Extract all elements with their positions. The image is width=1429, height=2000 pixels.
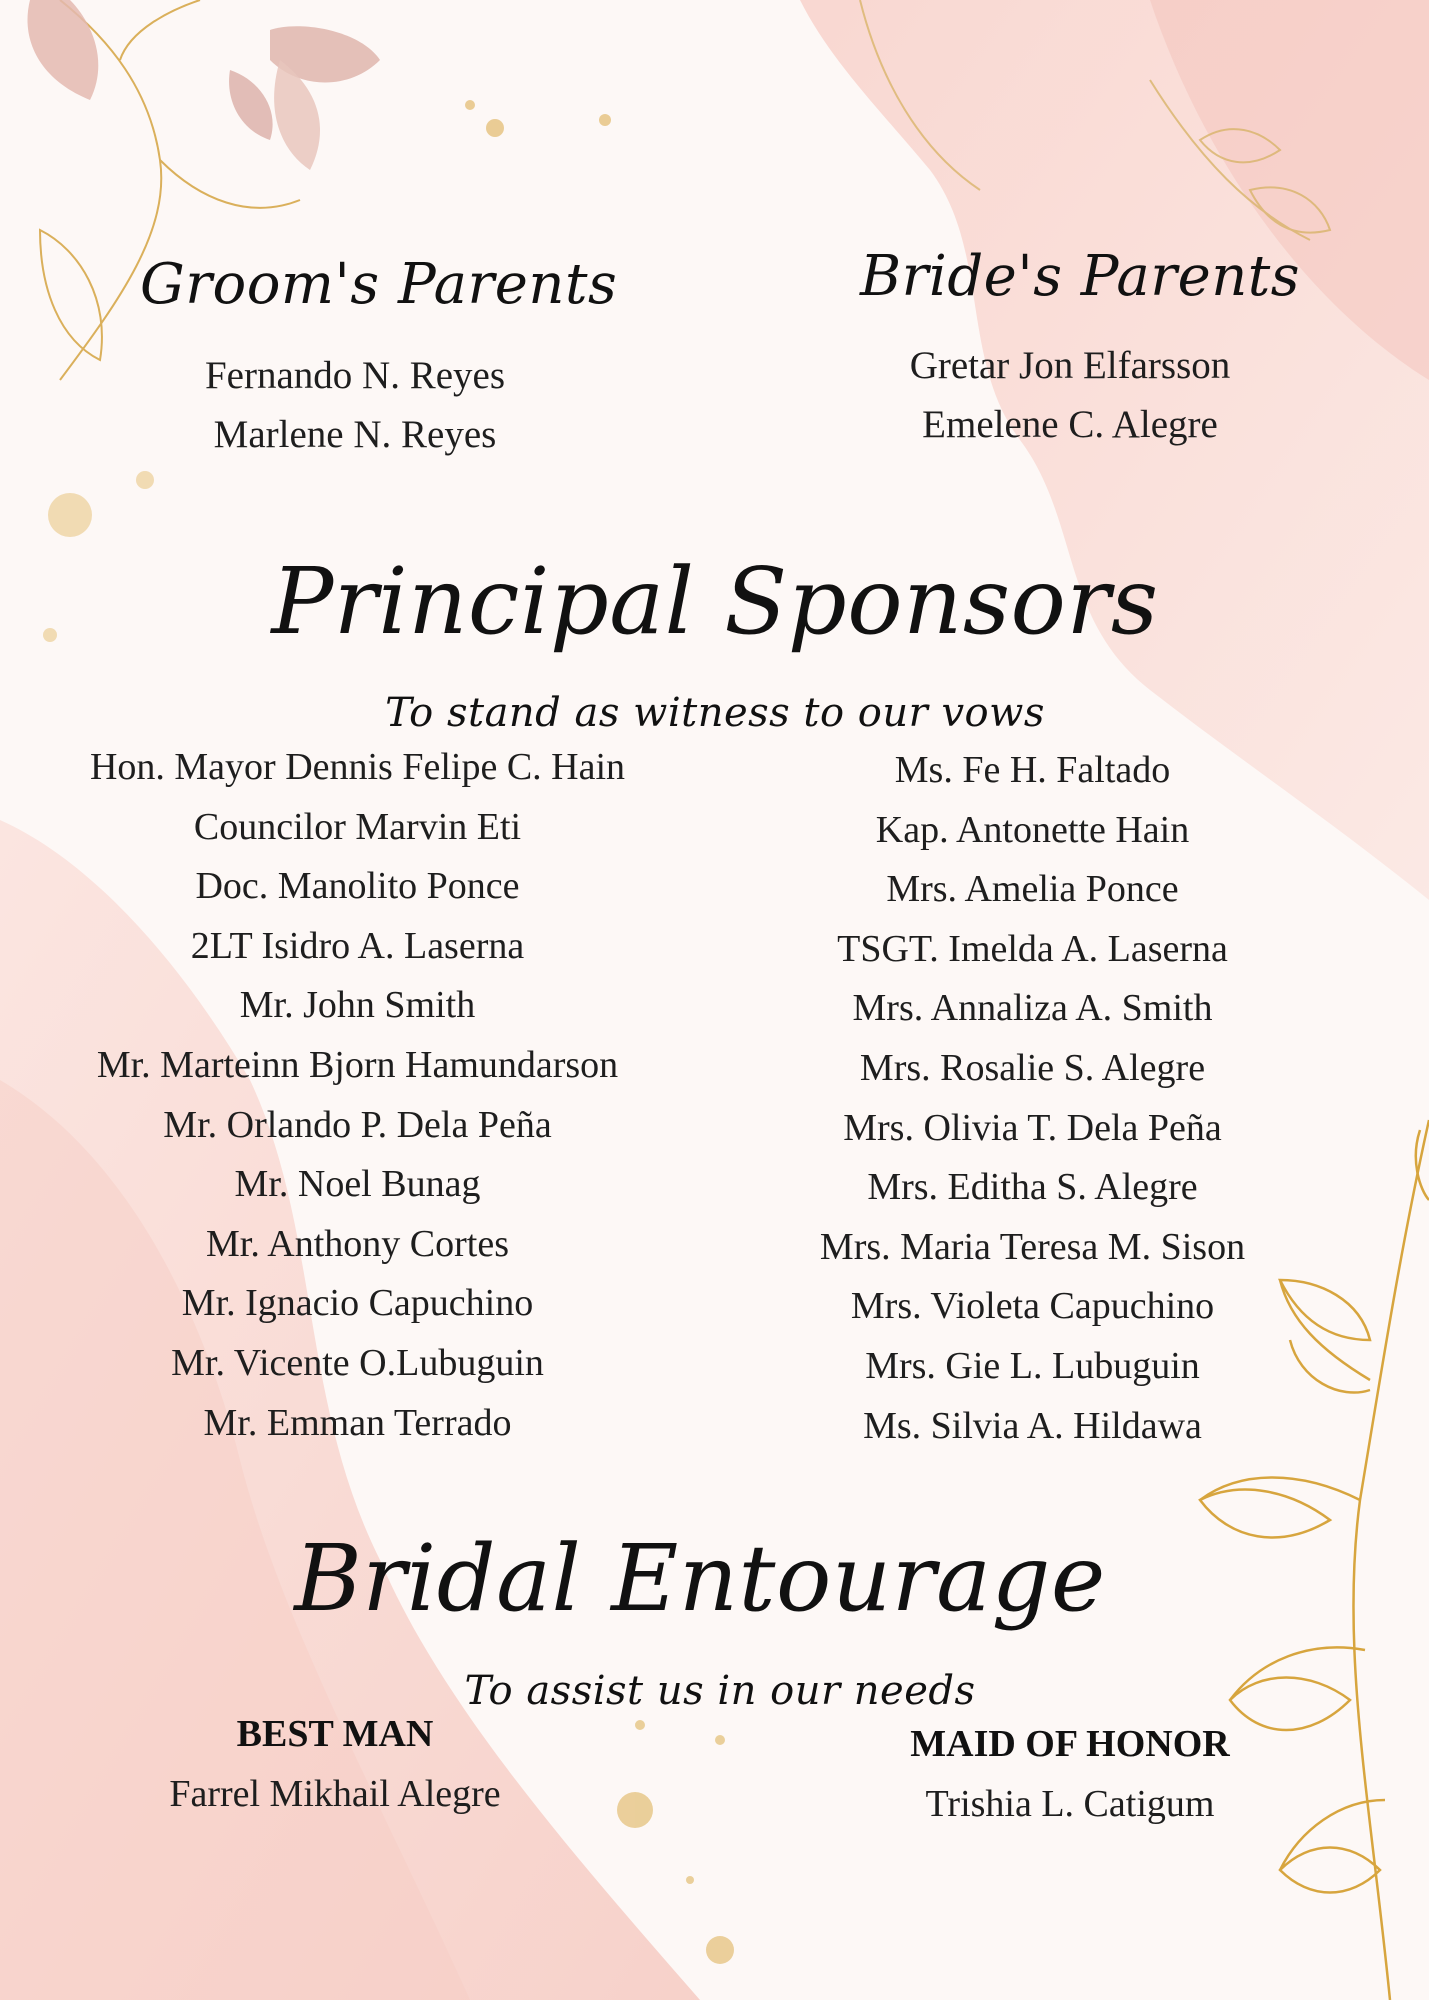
sponsor-name: Hon. Mayor Dennis Felipe C. Hain bbox=[89, 746, 626, 788]
brides-parent-name: Emelene C. Alegre bbox=[922, 403, 1218, 446]
sponsor-name: Mrs. Amelia Ponce bbox=[886, 868, 1179, 911]
sponsor-name: Mrs. Rosalie S. Alegre bbox=[859, 1046, 1206, 1089]
sponsor-name: Mr. Noel Bunag bbox=[234, 1163, 481, 1206]
sponsor-name: Mr. Marteinn Bjorn Hamundarson bbox=[96, 1043, 619, 1086]
sponsor-name: Mr. Emman Terrado bbox=[203, 1401, 512, 1444]
sponsor-name: Mr. John Smith bbox=[239, 984, 476, 1027]
best-man-label: BEST MAN bbox=[236, 1713, 434, 1755]
sponsors-right-column bbox=[760, 741, 1305, 1456]
bridal-entourage-subtitle: To assist us in our needs bbox=[464, 1668, 976, 1714]
sponsor-name: Mr. Ignacio Capuchino bbox=[181, 1282, 534, 1325]
brides-parents-heading: Bride's Parents bbox=[860, 244, 1301, 309]
sponsor-name: Mr. Anthony Cortes bbox=[206, 1222, 509, 1265]
sponsor-name: Mrs. Maria Teresa M. Sison bbox=[819, 1225, 1246, 1268]
sponsor-name: Mr. Orlando P. Dela Peña bbox=[163, 1103, 552, 1146]
principal-sponsors-subtitle: To stand as witness to our vows bbox=[385, 690, 1045, 736]
grooms-parents-list bbox=[130, 346, 580, 464]
sponsor-name: Mrs. Editha S. Alegre bbox=[867, 1166, 1198, 1209]
sponsor-name: Mrs. Gie L. Lubuguin bbox=[865, 1344, 1200, 1387]
sponsor-name: 2LT Isidro A. Laserna bbox=[190, 924, 525, 967]
brides-parent-name: Gretar Jon Elfarsson bbox=[909, 344, 1231, 387]
sponsor-name: Mrs. Violeta Capuchino bbox=[850, 1285, 1215, 1328]
sponsor-name: Doc. Manolito Ponce bbox=[195, 865, 520, 908]
principal-sponsors-heading: Principal Sponsors bbox=[271, 548, 1159, 655]
sponsors-left-column bbox=[20, 738, 695, 1453]
grooms-parent-name: Marlene N. Reyes bbox=[213, 413, 497, 456]
bridal-entourage-heading: Bridal Entourage bbox=[294, 1525, 1106, 1632]
grooms-parents-heading: Groom's Parents bbox=[140, 252, 618, 317]
sponsor-name: Ms. Fe H. Faltado bbox=[894, 749, 1171, 791]
best-man-name: Farrel Mikhail Alegre bbox=[169, 1773, 501, 1815]
grooms-parent-name: Fernando N. Reyes bbox=[204, 354, 506, 397]
sponsor-name: Ms. Silvia A. Hildawa bbox=[863, 1404, 1202, 1447]
maid-of-honor-label: MAID OF HONOR bbox=[910, 1723, 1230, 1765]
sponsor-name: Mrs. Annaliza A. Smith bbox=[852, 987, 1213, 1030]
brides-parents-list bbox=[850, 336, 1290, 454]
sponsor-name: Kap. Antonette Hain bbox=[875, 808, 1190, 851]
maid-of-honor-name: Trishia L. Catigum bbox=[925, 1783, 1215, 1825]
sponsor-name: Councilor Marvin Eti bbox=[193, 805, 522, 848]
sponsor-name: Mrs. Olivia T. Dela Peña bbox=[843, 1106, 1222, 1149]
sponsor-name: Mr. Vicente O.Lubuguin bbox=[171, 1341, 544, 1384]
sponsor-name: TSGT. Imelda A. Laserna bbox=[837, 927, 1228, 970]
